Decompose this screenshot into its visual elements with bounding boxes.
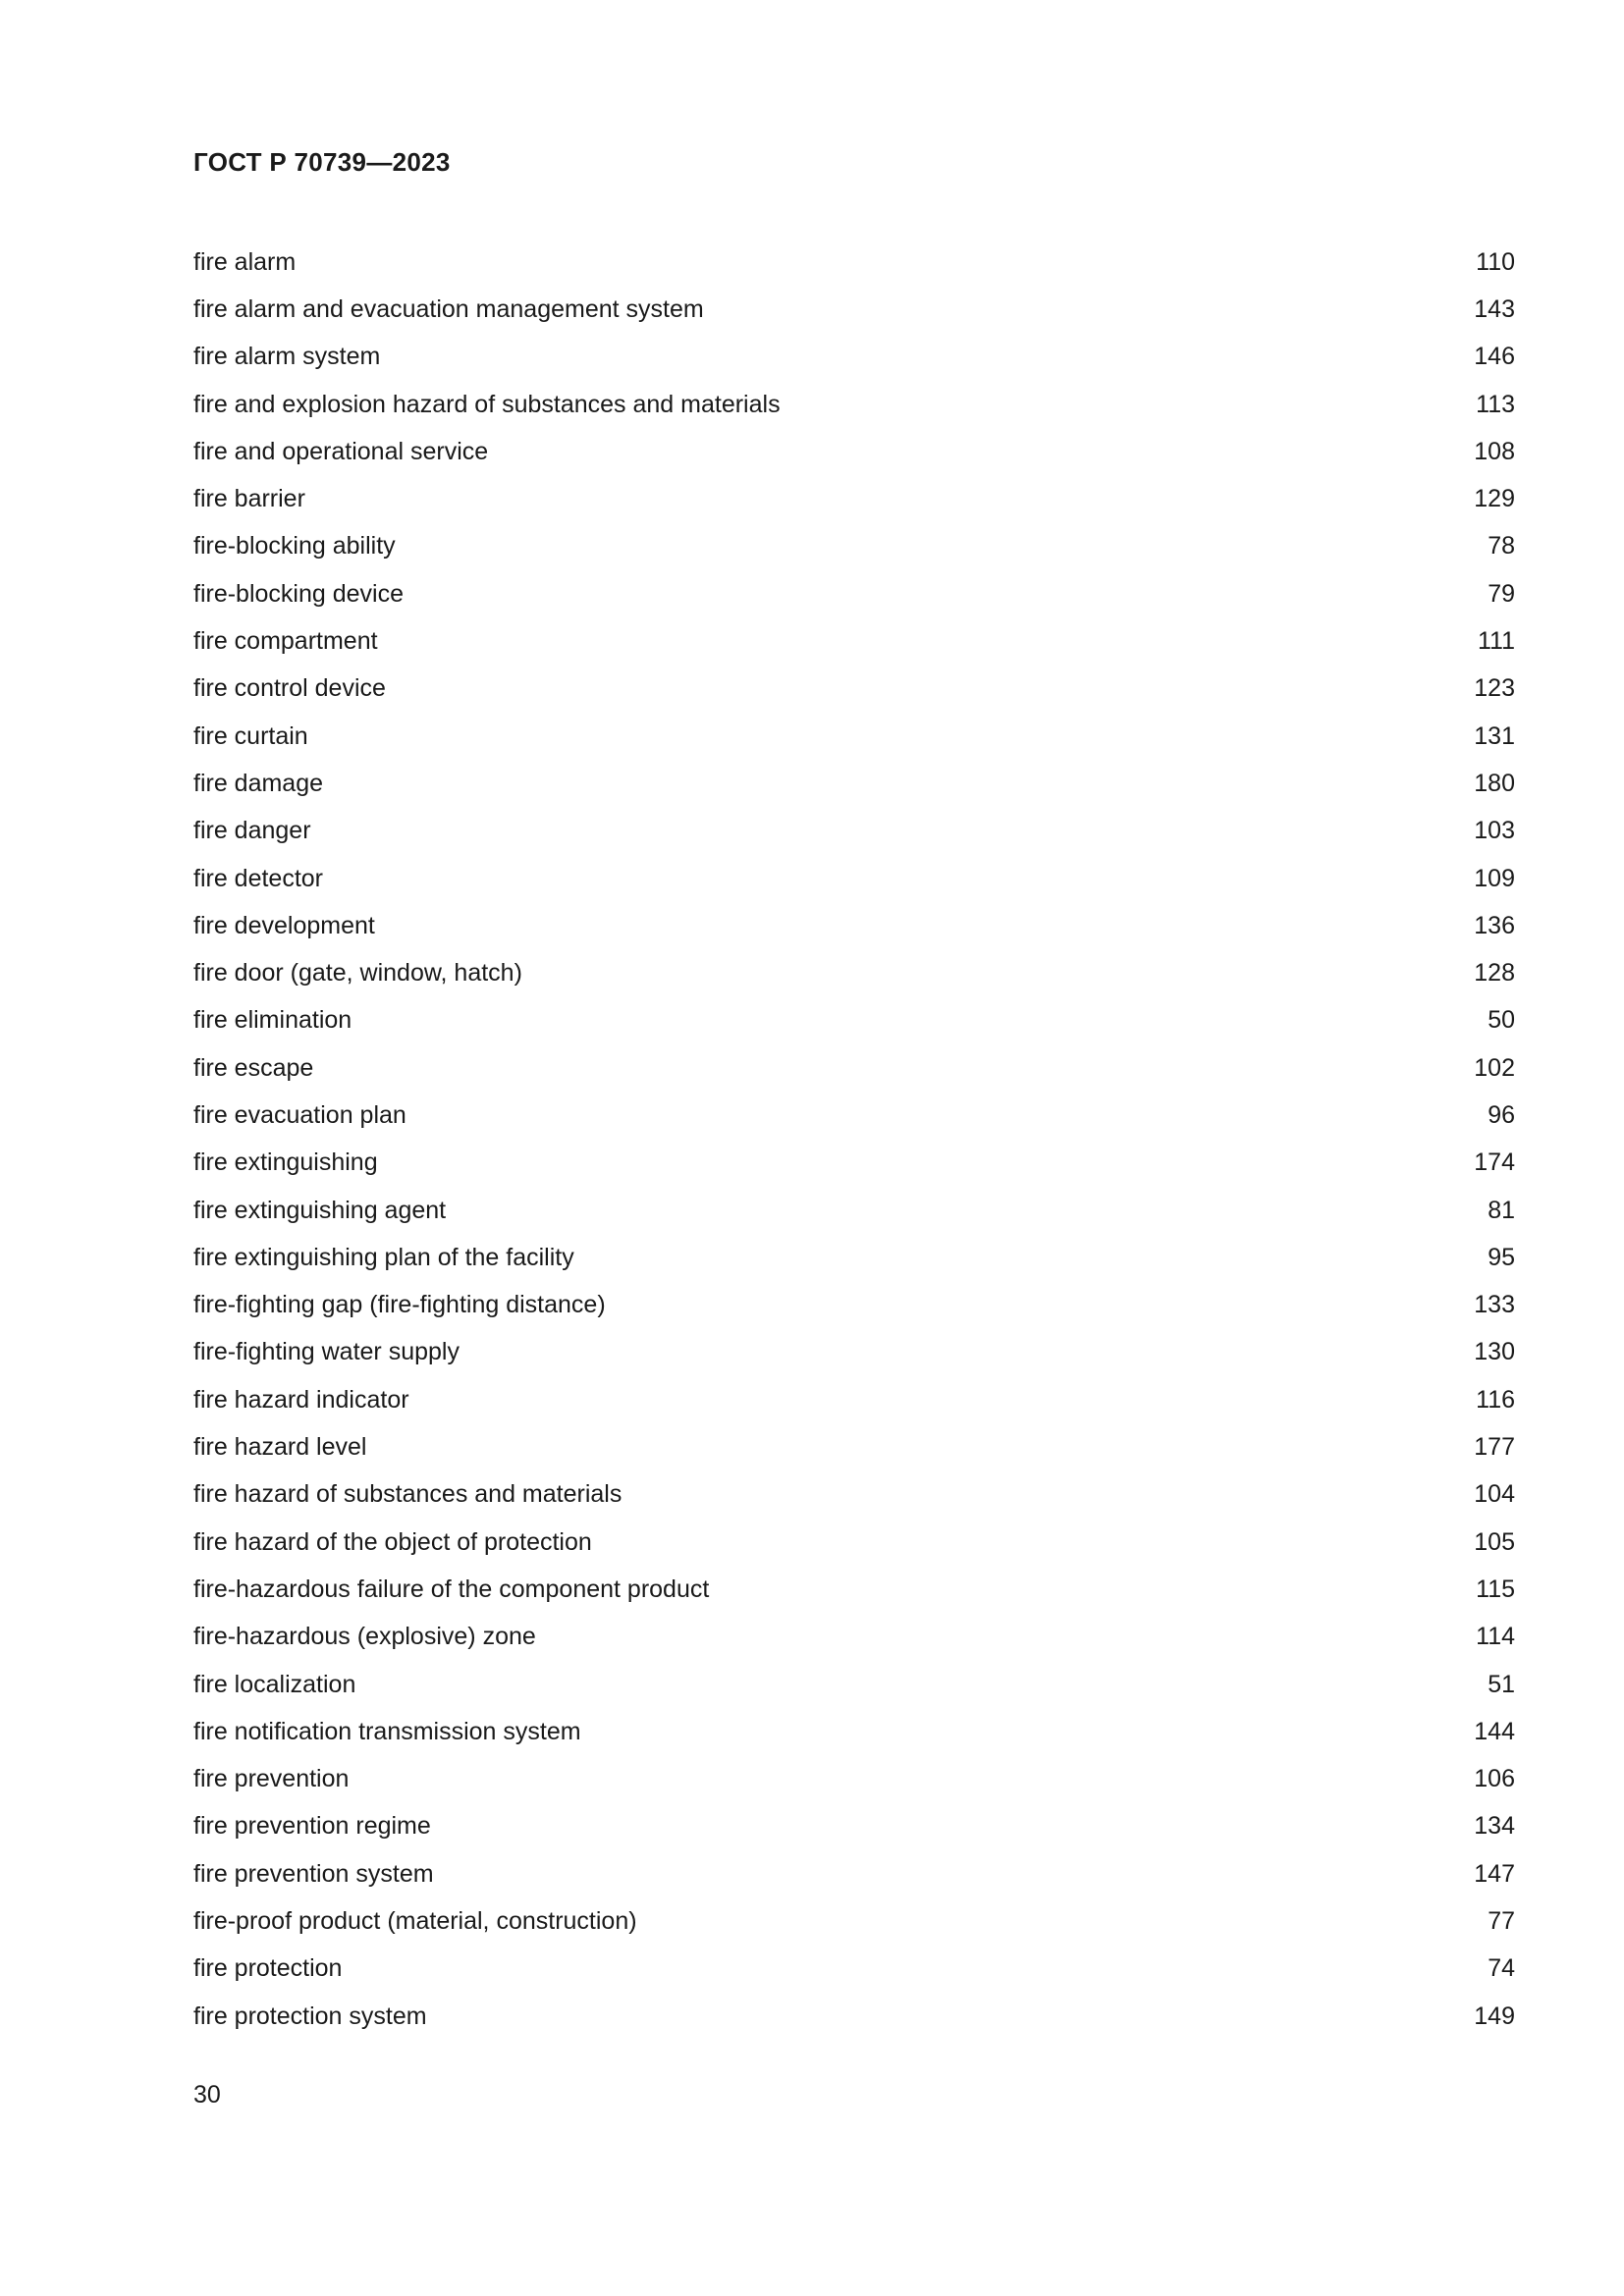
index-row — [193, 1519, 1515, 1566]
index-row — [193, 1140, 1515, 1187]
index-ref-number: 79 — [1488, 579, 1515, 608]
document-header: ГОСТ Р 70739—2023 — [193, 147, 451, 177]
index-ref-number: 128 — [1474, 959, 1515, 988]
index-term: fire prevention regime — [193, 1812, 431, 1841]
index-term: fire-fighting water supply — [193, 1338, 460, 1366]
index-ref-number: 105 — [1474, 1527, 1515, 1556]
index-row — [193, 1234, 1515, 1281]
index-ref-number: 123 — [1474, 674, 1515, 703]
index-row — [193, 1850, 1515, 1897]
index-term: fire alarm — [193, 247, 297, 276]
index-row — [193, 1993, 1515, 2040]
index-row — [193, 949, 1515, 996]
index-row — [193, 1803, 1515, 1850]
index-term: fire alarm and evacuation management system — [193, 294, 704, 323]
index-ref-number: 103 — [1474, 817, 1515, 845]
index-row — [193, 1661, 1515, 1708]
index-ref-number: 77 — [1488, 1907, 1515, 1936]
index-term: fire elimination — [193, 1006, 352, 1035]
index-term: fire localization — [193, 1670, 356, 1698]
index-term: fire development — [193, 911, 375, 939]
index-row — [193, 570, 1515, 617]
index-term: fire-blocking device — [193, 579, 404, 608]
index-row — [193, 666, 1515, 713]
index-term: fire alarm system — [193, 343, 381, 371]
index-term: fire extinguishing — [193, 1148, 378, 1177]
index-row — [193, 1329, 1515, 1376]
index-row — [193, 239, 1515, 286]
index-row — [193, 855, 1515, 902]
index-row — [193, 1614, 1515, 1661]
index-term: fire hazard of the object of protection — [193, 1527, 592, 1556]
index-row — [193, 523, 1515, 570]
index-ref-number: 133 — [1474, 1291, 1515, 1319]
index-term: fire and explosion hazard of substances and materials — [193, 390, 781, 418]
index-ref-number: 78 — [1488, 532, 1515, 561]
index-ref-number: 147 — [1474, 1859, 1515, 1888]
index-ref-number: 116 — [1476, 1385, 1515, 1414]
index-ref-number: 108 — [1474, 437, 1515, 465]
index-term: fire detector — [193, 864, 324, 892]
index-ref-number: 106 — [1474, 1765, 1515, 1793]
index-ref-number: 114 — [1476, 1623, 1515, 1651]
index-row — [193, 713, 1515, 760]
index-ref-number: 113 — [1476, 390, 1515, 418]
index-ref-number: 109 — [1474, 864, 1515, 892]
index-row — [193, 1708, 1515, 1755]
index-ref-number: 136 — [1474, 911, 1515, 939]
index-term: fire notification transmission system — [193, 1717, 581, 1745]
index-ref-number: 129 — [1474, 485, 1515, 513]
index-term: fire evacuation plan — [193, 1100, 406, 1129]
index-row — [193, 334, 1515, 381]
index-ref-number: 51 — [1488, 1670, 1515, 1698]
index-ref-number: 143 — [1474, 294, 1515, 323]
index-ref-number: 144 — [1474, 1717, 1515, 1745]
index-term: fire hazard level — [193, 1433, 367, 1462]
index-ref-number: 50 — [1488, 1006, 1515, 1035]
index-term: fire prevention — [193, 1765, 350, 1793]
index-ref-number: 110 — [1476, 247, 1515, 276]
index-row — [193, 1187, 1515, 1234]
page-number: 30 — [193, 2081, 221, 2109]
index-row — [193, 381, 1515, 428]
index-ref-number: 180 — [1474, 769, 1515, 797]
index-term: fire barrier — [193, 485, 305, 513]
index-term: fire protection — [193, 1954, 343, 1983]
index-term: fire-blocking ability — [193, 532, 396, 561]
index-term: fire prevention system — [193, 1859, 434, 1888]
index-row — [193, 997, 1515, 1044]
index-row — [193, 902, 1515, 949]
index-row — [193, 617, 1515, 665]
index-row — [193, 760, 1515, 807]
index-ref-number: 130 — [1474, 1338, 1515, 1366]
index-row — [193, 1897, 1515, 1945]
index-term: fire damage — [193, 769, 324, 797]
index-row — [193, 475, 1515, 522]
index-ref-number: 104 — [1474, 1480, 1515, 1509]
index-ref-number: 96 — [1488, 1100, 1515, 1129]
index-term: fire protection system — [193, 2002, 427, 2030]
index-term: fire compartment — [193, 627, 378, 656]
index-ref-number: 146 — [1474, 343, 1515, 371]
index-row — [193, 1946, 1515, 1993]
index-term: fire extinguishing plan of the facility — [193, 1243, 574, 1271]
index-row — [193, 1566, 1515, 1613]
index-ref-number: 174 — [1474, 1148, 1515, 1177]
index-term: fire-hazardous failure of the component product — [193, 1575, 710, 1603]
index-row — [193, 1756, 1515, 1803]
index-row — [193, 808, 1515, 855]
index-row — [193, 428, 1515, 475]
index-term: fire-proof product (material, construction) — [193, 1907, 637, 1936]
index-row — [193, 1282, 1515, 1329]
index-row — [193, 1092, 1515, 1139]
index-ref-number: 111 — [1477, 627, 1515, 656]
index-ref-number: 177 — [1474, 1433, 1515, 1462]
index-term: fire danger — [193, 817, 311, 845]
index-row — [193, 286, 1515, 333]
index-term: fire control device — [193, 674, 386, 703]
index-term: fire hazard of substances and materials — [193, 1480, 623, 1509]
index-term: fire extinguishing agent — [193, 1196, 447, 1224]
index-ref-number: 74 — [1488, 1954, 1515, 1983]
index-term: fire-fighting gap (fire-fighting distance) — [193, 1291, 606, 1319]
index-ref-number: 81 — [1488, 1196, 1515, 1224]
index-ref-number: 115 — [1476, 1575, 1515, 1603]
index-ref-number: 149 — [1474, 2002, 1515, 2030]
term-index-list — [193, 239, 1515, 2040]
index-term: fire-hazardous (explosive) zone — [193, 1623, 536, 1651]
index-term: fire door (gate, window, hatch) — [193, 959, 522, 988]
index-ref-number: 102 — [1474, 1053, 1515, 1082]
index-ref-number: 131 — [1474, 721, 1515, 750]
index-term: fire and operational service — [193, 437, 489, 465]
index-row — [193, 1376, 1515, 1423]
index-row — [193, 1423, 1515, 1470]
index-ref-number: 134 — [1474, 1812, 1515, 1841]
index-term: fire hazard indicator — [193, 1385, 409, 1414]
index-term: fire curtain — [193, 721, 308, 750]
index-term: fire escape — [193, 1053, 314, 1082]
index-row — [193, 1471, 1515, 1519]
index-row — [193, 1044, 1515, 1092]
index-ref-number: 95 — [1488, 1243, 1515, 1271]
